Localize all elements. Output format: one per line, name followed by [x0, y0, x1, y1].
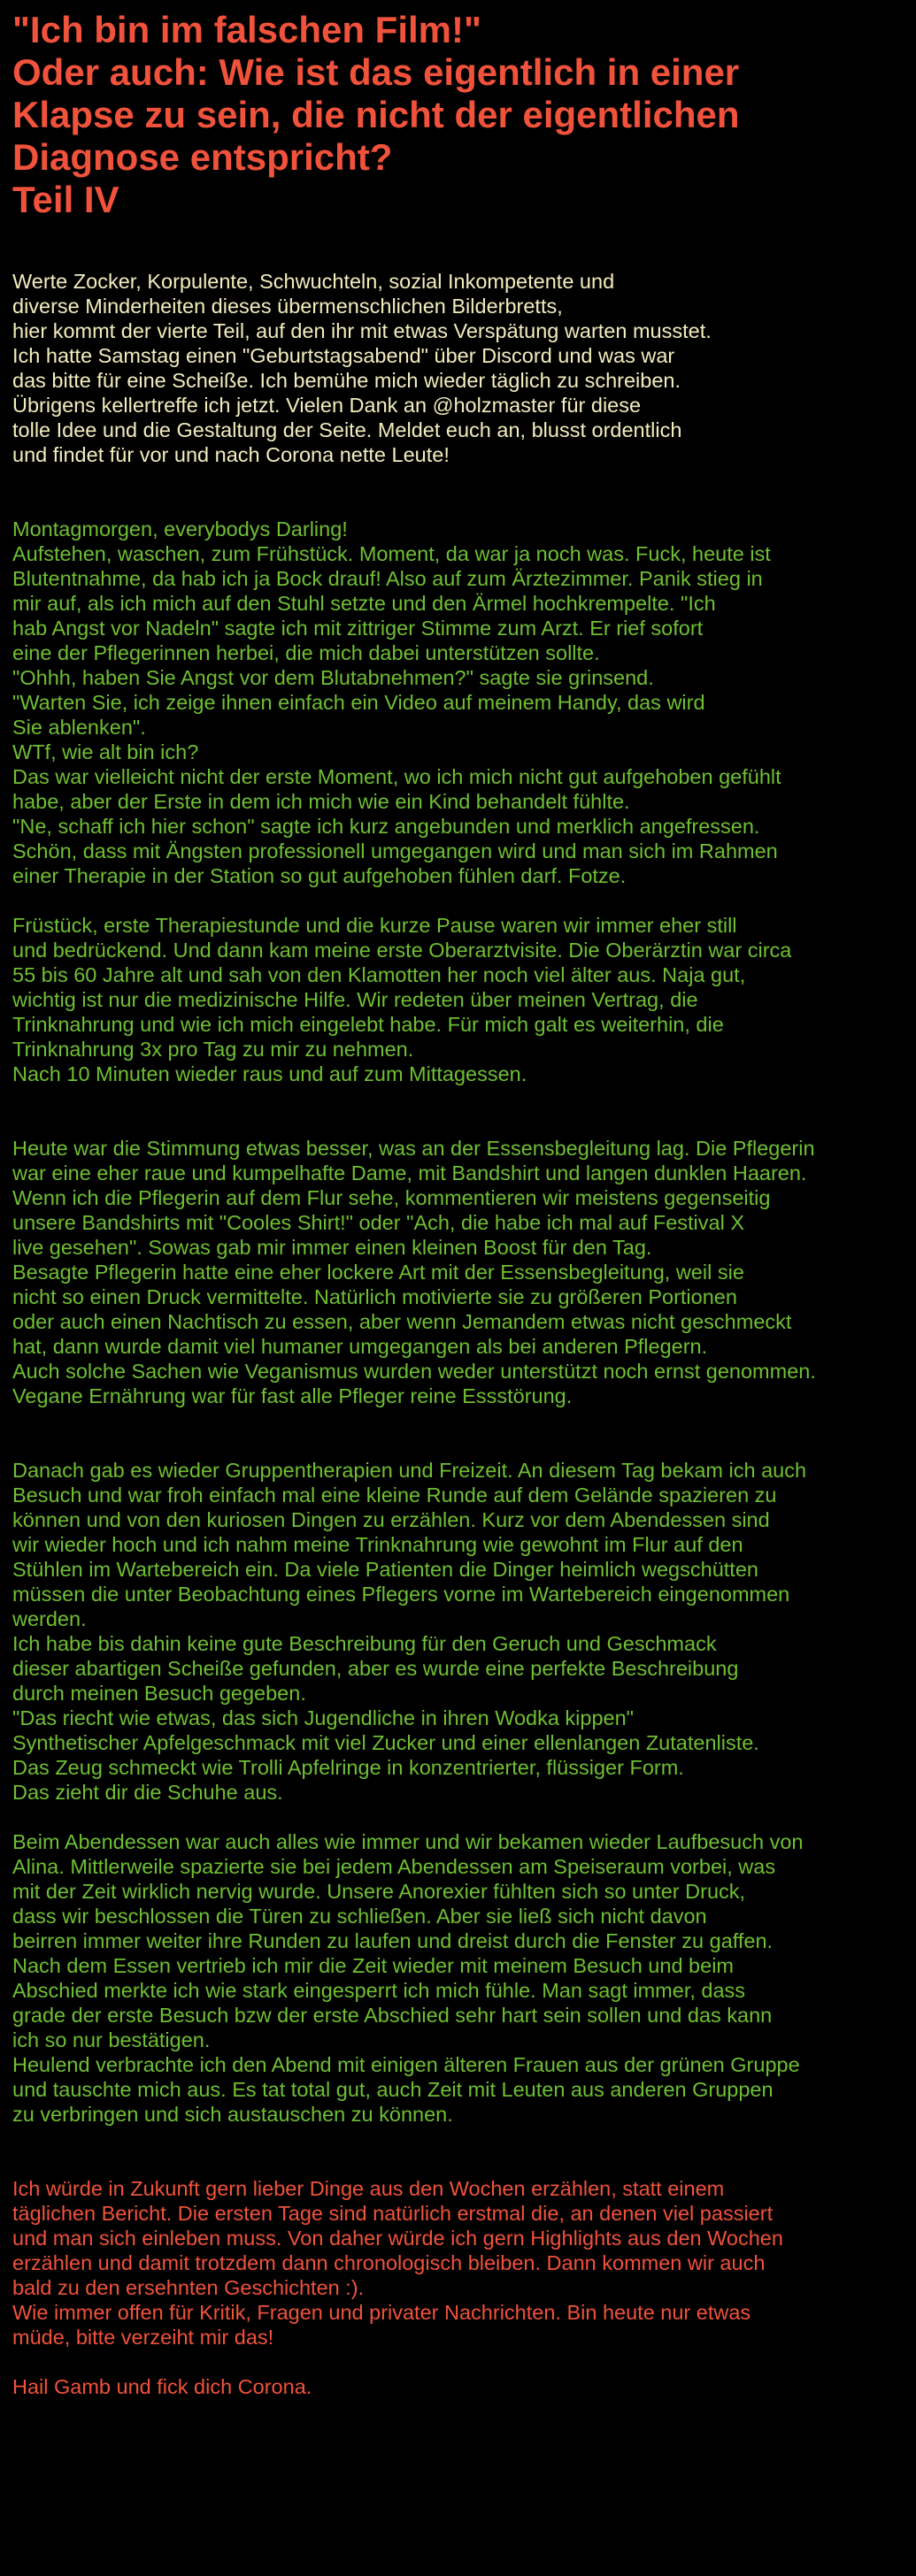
text-line: live gesehen". Sowas gab mir immer einen kleinen Boost für den Tag. — [12, 1236, 652, 1259]
text-line: Ich habe bis dahin keine gute Beschreibung für den Geruch und Geschmack — [12, 1632, 717, 1655]
text-line: Das Zeug schmeckt wie Trolli Apfelringe in konzentrierter, flüssiger Form. — [12, 1756, 684, 1779]
paragraph-blood-test — [12, 517, 904, 888]
text-line: habe, aber der Erste in dem ich mich wie ein Kind behandelt fühlte. — [12, 790, 630, 813]
text-line: Das war vielleicht nicht der erste Moment, wo ich mich nicht gut aufgehoben gefühlt — [12, 765, 781, 788]
text-line: Werte Zocker, Korpulente, Schwuchteln, sozial Inkompetente und — [12, 270, 615, 293]
text-line: Ich hatte Samstag einen "Geburtstagsabend" über Discord und was war — [12, 344, 675, 367]
text-line: tolle Idee und die Gestaltung der Seite. Meldet euch an, blusst ordentlich — [12, 418, 682, 441]
text-line: Montagmorgen, everybodys Darling! — [12, 518, 348, 540]
post-title — [12, 0, 904, 221]
text-line: Trinknahrung und wie ich mich eingelebt habe. Für mich galt es weiterhin, die — [12, 1013, 724, 1036]
text-line: WTf, wie alt bin ich? — [12, 740, 199, 763]
text-line: mir auf, als ich mich auf den Stuhl setzte und den Ärmel hochkrempelte. "Ich — [12, 592, 716, 615]
title-line: Teil IV — [12, 179, 119, 220]
text-line: das bitte für eine Scheiße. Ich bemühe mich wieder täglich zu schreiben. — [12, 369, 681, 392]
text-line: müssen die unter Beobachtung eines Pflegers vorne im Wartebereich eingenommen — [12, 1583, 790, 1606]
text-line: Blutentnahme, da hab ich ja Bock drauf! Also auf zum Ärztezimmer. Panik stieg in — [12, 567, 763, 590]
text-line: dieser abartigen Scheiße gefunden, aber es wurde eine perfekte Beschreibung — [12, 1657, 739, 1680]
sign-off — [12, 2374, 904, 2399]
text-line: dass wir beschlossen die Türen zu schließen. Aber sie ließ sich nicht davon — [12, 1905, 707, 1928]
text-line: Früstück, erste Therapiestunde und die kurze Pause waren wir immer eher still — [12, 914, 737, 937]
text-line: und bedrückend. Und dann kam meine erste Oberarztvisite. Die Oberärztin war circa — [12, 939, 792, 962]
text-line: "Ohhh, haben Sie Angst vor dem Blutabnehmen?" sagte sie grinsend. — [12, 666, 654, 689]
text-line: Aufstehen, waschen, zum Frühstück. Moment, da war ja noch was. Fuck, heute ist — [12, 542, 771, 565]
text-line: war eine eher raue und kumpelhafte Dame, mit Bandshirt und langen dunklen Haaren. — [12, 1162, 807, 1184]
paragraph-doctor-visit — [12, 913, 904, 1086]
text-line: Danach gab es wieder Gruppentherapien und Freizeit. An diesem Tag bekam ich auch — [12, 1459, 807, 1482]
text-line: 55 bis 60 Jahre alt und sah von den Klamotten her noch viel älter aus. Naja gut, — [12, 963, 746, 986]
text-line: Heulend verbrachte ich den Abend mit einigen älteren Frauen aus der grünen Gruppe — [12, 2053, 800, 2076]
text-line: unsere Bandshirts mit "Cooles Shirt!" oder "Ach, die habe ich mal auf Festival X — [12, 1211, 745, 1234]
text-line: und tauschte mich aus. Es tat total gut, auch Zeit mit Leuten aus anderen Gruppen — [12, 2078, 774, 2101]
text-line: "Warten Sie, ich zeige ihnen einfach ein Video auf meinem Handy, das wird — [12, 691, 705, 714]
text-line: Besuch und war froh einfach mal eine kleine Runde auf dem Gelände spazieren zu — [12, 1484, 777, 1506]
paragraph-dinner — [12, 1829, 904, 2127]
text-line: Sie ablenken". — [12, 716, 146, 739]
text-line: erzählen und damit trotzdem dann chronologisch bleiben. Dann kommen wir auch — [12, 2251, 766, 2274]
text-line: Alina. Mittlerweile spazierte sie bei jedem Abendessen am Speiseraum vorbei, was — [12, 1855, 776, 1878]
title-line: Oder auch: Wie ist das eigentlich in einer — [12, 51, 740, 93]
text-line: Hail Gamb und fick dich Corona. — [12, 2375, 312, 2398]
text-line: diverse Minderheiten dieses übermenschlichen Bilderbretts, — [12, 295, 563, 318]
paragraph-group-therapy — [12, 1458, 904, 1805]
text-line: Heute war die Stimmung etwas besser, was an der Essensbegleitung lag. Die Pflegerin — [12, 1137, 815, 1160]
text-line: Das zieht dir die Schuhe aus. — [12, 1781, 283, 1804]
text-line: und man sich einleben muss. Von daher würde ich gern Highlights aus den Wochen — [12, 2227, 783, 2250]
text-line: beirren immer weiter ihre Runden zu laufen und dreist durch die Fenster zu gaffen. — [12, 1929, 774, 1952]
text-line: Auch solche Sachen wie Veganismus wurden weder unterstützt noch ernst genommen. — [12, 1360, 816, 1383]
text-line: hab Angst vor Nadeln" sagte ich mit zittriger Stimme zum Arzt. Er rief sofort — [12, 617, 704, 640]
text-line: hier kommt der vierte Teil, auf den ihr mit etwas Verspätung warten musstet. — [12, 319, 712, 342]
text-line: müde, bitte verzeiht mir das! — [12, 2326, 274, 2349]
text-line: nicht so einen Druck vermittelte. Natürlich motivierte sie zu größeren Portionen — [12, 1285, 737, 1308]
text-line: Wenn ich die Pflegerin auf dem Flur sehe, kommentieren wir meistens gegenseitig — [12, 1186, 771, 1209]
text-line: bald zu den ersehnten Geschichten :). — [12, 2276, 365, 2299]
text-line: Stühlen im Wartebereich ein. Da viele Patienten die Dinger heimlich wegschütten — [12, 1558, 758, 1581]
text-line: Nach dem Essen vertrieb ich mir die Zeit wieder mit meinem Besuch und beim — [12, 1954, 734, 1977]
text-line: Ich würde in Zukunft gern lieber Dinge aus den Wochen erzählen, statt einem — [12, 2177, 725, 2200]
text-line: Synthetischer Apfelgeschmack mit viel Zucker und einer ellenlangen Zutatenliste. — [12, 1731, 759, 1754]
text-line: Wie immer offen für Kritik, Fragen und privater Nachrichten. Bin heute nur etwas — [12, 2301, 751, 2324]
text-line: "Ne, schaff ich hier schon" sagte ich kurz angebunden und merklich angefressen. — [12, 815, 760, 838]
paragraph-meal-supervision — [12, 1136, 904, 1408]
text-line: durch meinen Besuch gegeben. — [12, 1682, 306, 1705]
text-line: grade der erste Besuch bzw der erste Abschied sehr hart sein sollen und das kann — [12, 2004, 773, 2027]
text-line: Übrigens kellertreffe ich jetzt. Vielen Dank an @holzmaster für diese — [12, 394, 642, 417]
text-line: täglichen Bericht. Die ersten Tage sind natürlich erstmal die, an denen viel passiert — [12, 2202, 774, 2225]
text-line: mit der Zeit wirklich nervig wurde. Unsere Anorexier fühlten sich so unter Druck, — [12, 1880, 746, 1903]
text-line: Vegane Ernährung war für fast alle Pfleger reine Essstörung. — [12, 1384, 573, 1407]
text-line: einer Therapie in der Station so gut aufgehoben fühlen darf. Fotze. — [12, 864, 627, 887]
text-line: Abschied merkte ich wie stark eingesperrt ich mich fühle. Man sagt immer, dass — [12, 1979, 746, 2002]
text-line: Beim Abendessen war auch alles wie immer und wir bekamen wieder Laufbesuch von — [12, 1830, 804, 1853]
title-line: Diagnose entspricht? — [12, 136, 393, 178]
text-line: Schön, dass mit Ängsten professionell umgegangen wird und man sich im Rahmen — [12, 840, 778, 862]
title-line: Klapse zu sein, die nicht der eigentlichen — [12, 94, 740, 135]
text-line: wir wieder hoch und ich nahm meine Trinknahrung wie gewohnt im Flur auf den — [12, 1533, 743, 1556]
text-line: Trinknahrung 3x pro Tag zu mir zu nehmen. — [12, 1038, 414, 1061]
text-line: oder auch einen Nachtisch zu essen, aber wenn Jemandem etwas nicht geschmeckt — [12, 1310, 792, 1333]
text-line: eine der Pflegerinnen herbei, die mich dabei unterstützen sollte. — [12, 641, 600, 664]
closing-paragraph — [12, 2176, 904, 2350]
text-line: zu verbringen und sich austauschen zu können. — [12, 2103, 453, 2126]
text-line: und findet für vor und nach Corona nette Leute! — [12, 443, 450, 466]
text-line: können und von den kuriosen Dingen zu erzählen. Kurz vor dem Abendessen sind — [12, 1508, 770, 1531]
text-line: wichtig ist nur die medizinische Hilfe. Wir redeten über meinen Vertrag, die — [12, 988, 698, 1011]
text-line: "Das riecht wie etwas, das sich Jugendliche in ihren Wodka kippen" — [12, 1706, 635, 1729]
text-line: hat, dann wurde damit viel humaner umgegangen als bei anderen Pflegern. — [12, 1335, 708, 1358]
intro-paragraph — [12, 269, 904, 467]
text-line: Nach 10 Minuten wieder raus und auf zum Mittagessen. — [12, 1062, 527, 1085]
text-line: Besagte Pflegerin hatte eine eher lockere Art mit der Essensbegleitung, weil sie — [12, 1261, 744, 1284]
title-line: "Ich bin im falschen Film!" — [12, 9, 481, 50]
text-line: ich so nur bestätigen. — [12, 2028, 211, 2051]
text-line: werden. — [12, 1607, 87, 1630]
